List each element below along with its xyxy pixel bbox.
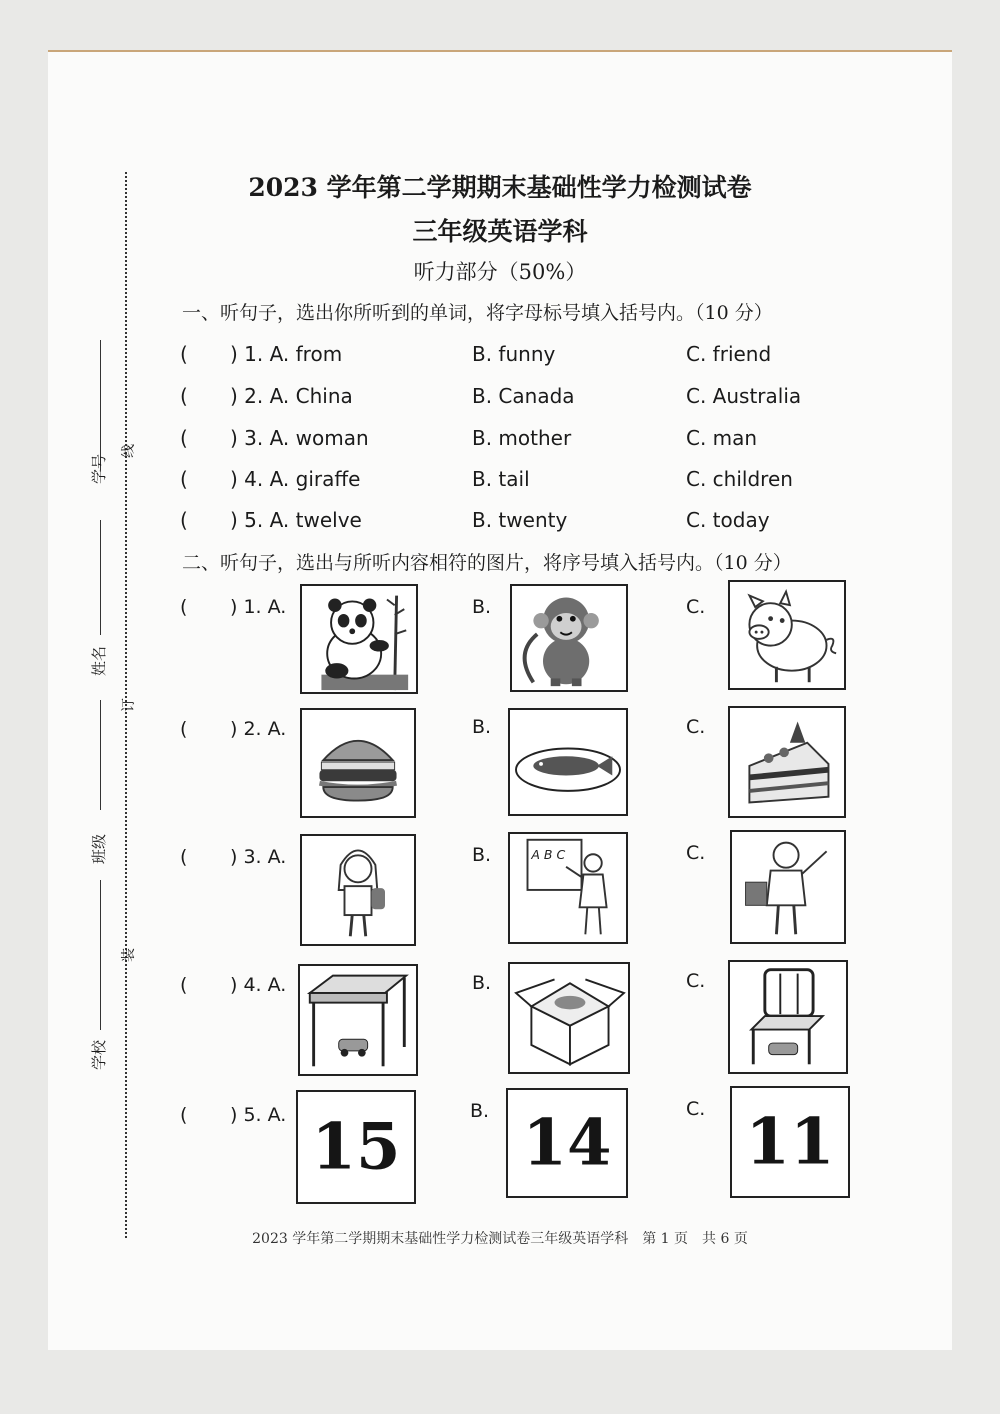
option-b-label: B.: [472, 844, 492, 866]
option-b: B. funny: [472, 342, 556, 366]
monkey-picture: [510, 584, 628, 692]
question-label: ) 2. A.: [230, 718, 287, 740]
name-blank-lower: [100, 700, 101, 810]
number-card-a-value: 15: [311, 1109, 401, 1185]
student-no-label: 学号: [90, 453, 108, 484]
answer-blank[interactable]: (: [180, 1104, 188, 1126]
answer-blank[interactable]: (: [180, 974, 188, 996]
page-footer: 2023 学年第二学期期末基础性学力检测试卷三年级英语学科 第 1 页 共 6 页: [252, 1231, 748, 1247]
answer-blank[interactable]: (: [180, 718, 188, 740]
class-blank: [100, 880, 101, 1030]
option-b-label: B.: [472, 596, 492, 618]
option-c: C. children: [686, 467, 793, 491]
option-c-label: C.: [686, 842, 706, 864]
teacher-woman-picture: [508, 832, 628, 944]
option-a: ) 4. A. giraffe: [230, 467, 361, 491]
car-in-box-picture: [508, 962, 630, 1074]
number-card-c-value: 11: [745, 1104, 835, 1180]
binding-mark-line: 线: [121, 444, 137, 458]
blackboard-text: A B C: [531, 847, 566, 863]
number-card-b-value: 14: [522, 1105, 612, 1181]
teacher-man-picture: [730, 830, 846, 944]
school-label: 学校: [90, 1039, 108, 1070]
option-c-label: C.: [686, 596, 706, 618]
number-card-c: [730, 1086, 850, 1198]
pig-picture: [728, 580, 846, 690]
option-c: C. friend: [686, 342, 772, 366]
section2-instruction: 二、听句子，选出与所听内容相符的图片，将序号填入括号内。（10 分）: [182, 552, 792, 574]
option-c-label: C.: [686, 970, 706, 992]
option-a: ) 3. A. woman: [230, 426, 369, 450]
option-a: ) 2. A. China: [230, 384, 353, 408]
car-under-chair-picture: [728, 960, 848, 1074]
name-blank-upper: [100, 520, 101, 635]
subject-title: 三年级英语学科: [412, 217, 588, 246]
option-a: ) 5. A. twelve: [230, 508, 362, 532]
answer-blank[interactable]: (: [180, 342, 188, 366]
section1-instruction: 一、听句子，选出你所听到的单词，将字母标号填入括号内。（10 分）: [182, 302, 773, 324]
option-c-label: C.: [686, 716, 706, 738]
option-b: B. twenty: [472, 508, 568, 532]
option-b-label: B.: [470, 1100, 490, 1122]
fish-picture: [508, 708, 628, 816]
panda-picture: [300, 584, 418, 694]
exam-title: 2023 学年第二学期期末基础性学力检测试卷: [248, 173, 752, 202]
question-label: ) 1. A.: [230, 596, 287, 618]
option-b-label: B.: [472, 716, 492, 738]
answer-blank[interactable]: (: [180, 426, 188, 450]
binding-mark-bind: 装: [121, 948, 137, 962]
option-c: C. Australia: [686, 384, 802, 408]
answer-blank[interactable]: (: [180, 596, 188, 618]
option-b: B. tail: [472, 467, 530, 491]
answer-blank[interactable]: (: [180, 384, 188, 408]
student-no-blank: [100, 340, 101, 470]
option-c: C. today: [686, 508, 770, 532]
binding-mark-staple: 订: [121, 698, 137, 712]
answer-blank[interactable]: (: [180, 846, 188, 868]
name-label: 姓名: [90, 645, 108, 676]
number-card-a: [296, 1090, 416, 1204]
part-title: 听力部分（50%）: [413, 260, 587, 284]
option-c: C. man: [686, 426, 758, 450]
answer-blank[interactable]: (: [180, 508, 188, 532]
option-b-label: B.: [472, 972, 492, 994]
option-a: ) 1. A. from: [230, 342, 343, 366]
answer-blank[interactable]: (: [180, 467, 188, 491]
car-under-desk-picture: [298, 964, 418, 1076]
class-label: 班级: [90, 833, 108, 864]
hamburger-picture: [300, 708, 416, 818]
number-card-b: [506, 1088, 628, 1198]
question-label: ) 5. A.: [230, 1104, 287, 1126]
option-b: B. Canada: [472, 384, 575, 408]
question-label: ) 3. A.: [230, 846, 287, 868]
cake-picture: [728, 706, 846, 818]
girl-student-picture: [300, 834, 416, 946]
option-c-label: C.: [686, 1098, 706, 1120]
question-label: ) 4. A.: [230, 974, 287, 996]
option-b: B. mother: [472, 426, 572, 450]
